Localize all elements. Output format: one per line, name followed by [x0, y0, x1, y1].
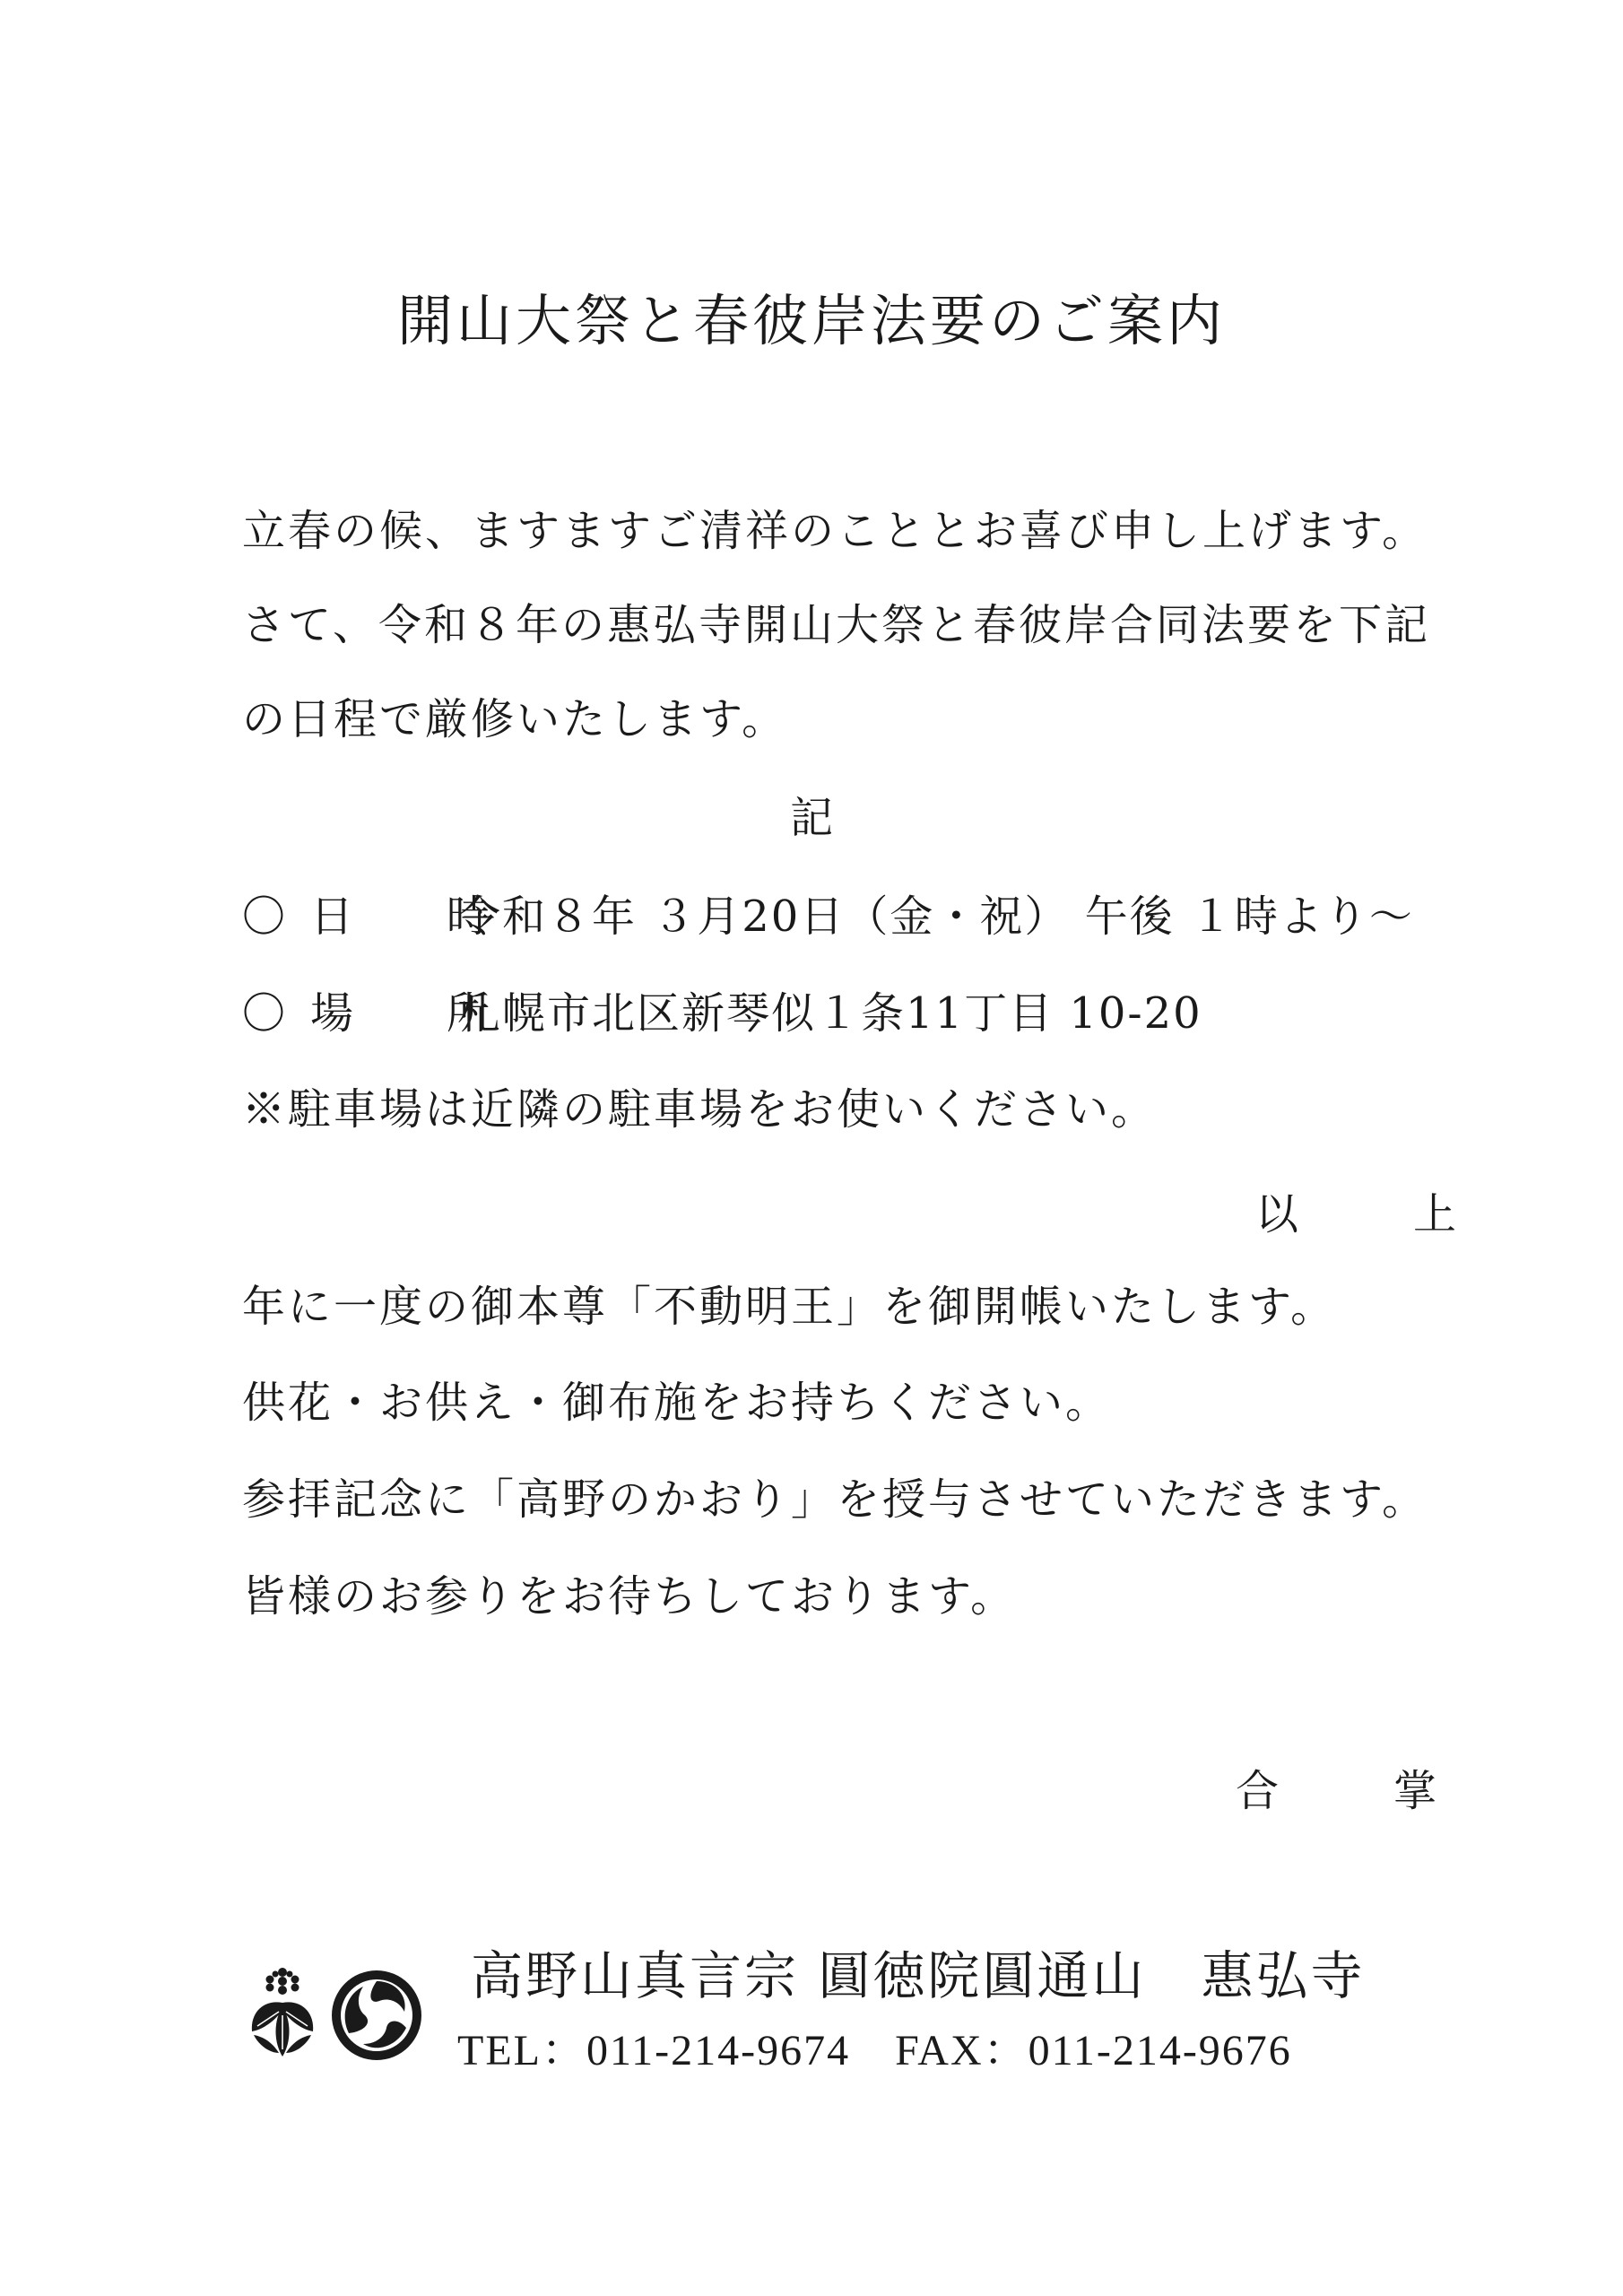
greeting-line-3: の日程で厳修いたします。 — [242, 694, 788, 744]
body-line-2: 供花・お供え・御布施をお持ちください。 — [242, 1378, 1112, 1428]
ki-heading: 記 — [789, 793, 833, 843]
fax-number: FAX：011-214-9676 — [895, 2027, 1292, 2074]
parking-note: ※駐車場は近隣の駐車場をお使いください。 — [242, 1084, 1158, 1135]
ijo-closing: 以 上 — [1255, 1189, 1493, 1239]
body-line-3: 参拝記念に「高野のかおり」を授与させていただきます。 — [242, 1474, 1428, 1525]
tomoe-crest-icon — [332, 1970, 421, 2060]
greeting-line-1: 立春の候、ますますご清祥のこととお喜び申し上げます。 — [242, 506, 1428, 556]
detail-location-value: 札幌市北区新琴似１条11丁目 10-20 — [457, 988, 1202, 1039]
detail-datetime-value: 令和８年 ３月20日（金・祝） 午後 １時より〜 — [457, 891, 1414, 942]
greeting-line-2: さて、令和８年の惠弘寺開山大祭と春彼岸合同法要を下記 — [242, 600, 1431, 650]
body-line-1: 年に一度の御本尊「不動明王」を御開帳いたします。 — [242, 1282, 1337, 1332]
gassho-closing: 合 掌 — [1236, 1766, 1473, 1816]
detail-datetime — [242, 888, 1414, 945]
temple-name: 高野山真言宗 圓徳院圓通山 惠弘寺 — [471, 1945, 1366, 2006]
temple-footer — [247, 1942, 1412, 2094]
detail-location — [242, 985, 1202, 1042]
detail-location-label: 〇場 所 — [242, 988, 516, 1039]
page-title: 開山大祭と春彼岸法要のご案内 — [396, 288, 1226, 353]
body-line-4: 皆様のお参りをお待ちしております。 — [242, 1571, 1017, 1622]
detail-datetime-label: 〇日 時 — [242, 891, 516, 942]
temple-crest-logo — [247, 1960, 426, 2067]
contact-line — [457, 2022, 1292, 2080]
tel-number: TEL：011-214-9674 — [457, 2027, 851, 2074]
